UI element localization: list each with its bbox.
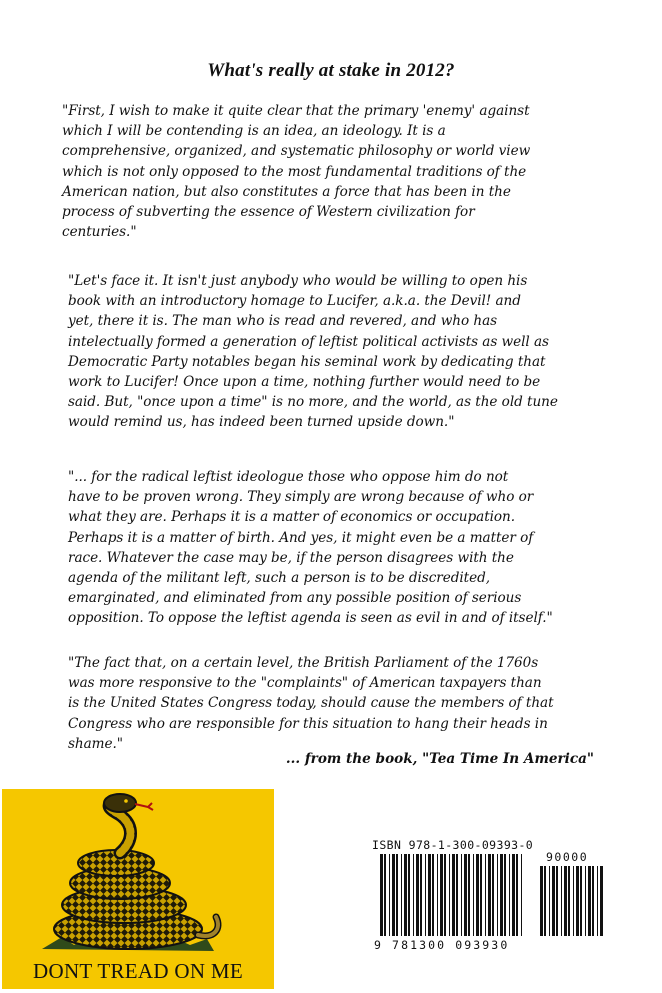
quote-line: comprehensive, organized, and systematic philosophy or world view xyxy=(62,143,531,160)
isbn-label: ISBN 978-1-300-09393-0 xyxy=(372,838,534,852)
isbn-barcode xyxy=(372,838,608,958)
barcode-bars-icon xyxy=(372,838,608,938)
quote-line: agenda of the militant left, such a person is to be discredited, xyxy=(68,570,490,587)
quote-line: "... for the radical leftist ideologue those who oppose him do not xyxy=(68,469,509,485)
quote-line: intelectually formed a generation of leftist political activists as well as xyxy=(68,333,549,350)
quote-line: centuries." xyxy=(62,224,137,241)
quote-line: have to be proven wrong. They simply are wrong because of who or xyxy=(68,489,534,506)
quote-line: was more responsive to the "complaints" of American taxpayers than xyxy=(68,675,542,692)
quote-line: "The fact that, on a certain level, the British Parliament of the 1760s xyxy=(68,655,539,671)
barcode-digits: 9 781300 093930 xyxy=(374,938,510,952)
quote-line: Perhaps it is a matter of birth. And yes, it might even be a matter of xyxy=(68,529,534,546)
gadsden-flag xyxy=(2,789,274,989)
quote-line: is the United States Congress today, should cause the members of that xyxy=(68,695,554,712)
page-title: What's really at stake in 2012? xyxy=(207,60,455,81)
barcode-addon-code: 90000 xyxy=(546,850,589,864)
quote-line: what they are. Perhaps it is a matter of economics or occupation. xyxy=(68,509,516,526)
quote-line: "First, I wish to make it quite clear that the primary 'enemy' against xyxy=(62,103,530,119)
quote-4 xyxy=(68,653,554,754)
quote-line: opposition. To oppose the leftist agenda is seen as evil in and of itself." xyxy=(68,610,553,627)
quote-line: shame." xyxy=(68,735,123,752)
quote-1 xyxy=(62,101,530,242)
quote-line: race. Whatever the case may be, if the person disagrees with the xyxy=(68,549,514,566)
quote-line: Congress who are responsible for this situation to hang their heads in xyxy=(68,715,548,732)
quote-3 xyxy=(68,467,553,629)
quote-line: "Let's face it. It isn't just anybody who would be willing to open his xyxy=(68,273,528,289)
quote-line: yet, there it is. The man who is read and revered, and who has xyxy=(68,313,498,330)
quote-line: which is not only opposed to the most fundamental traditions of the xyxy=(62,163,527,180)
coiled-rattlesnake-icon xyxy=(2,789,274,959)
quote-line: American nation, but also constitutes a force that has been in the xyxy=(62,183,511,200)
quote-line: book with an introductory homage to Lucifer, a.k.a. the Devil! and xyxy=(68,293,521,310)
quote-line: would remind us, has indeed been turned upside down." xyxy=(68,414,455,431)
quote-line: Democratic Party notables began his seminal work by dedicating that xyxy=(68,353,546,370)
quote-line: emarginated, and eliminated from any possible position of serious xyxy=(68,590,522,607)
flag-motto: DONT TREAD ON ME xyxy=(33,959,243,983)
quote-line: work to Lucifer! Once upon a time, nothing further would need to be xyxy=(68,374,541,391)
quote-line: which I will be contending is an idea, an ideology. It is a xyxy=(62,123,446,140)
book-attribution: ... from the book, "Tea Time In America" xyxy=(285,751,594,767)
quote-line: said. But, "once upon a time" is no more, and the world, as the old tune xyxy=(68,394,558,411)
quote-2 xyxy=(68,271,558,433)
quote-line: process of subverting the essence of Western civilization for xyxy=(62,204,475,221)
